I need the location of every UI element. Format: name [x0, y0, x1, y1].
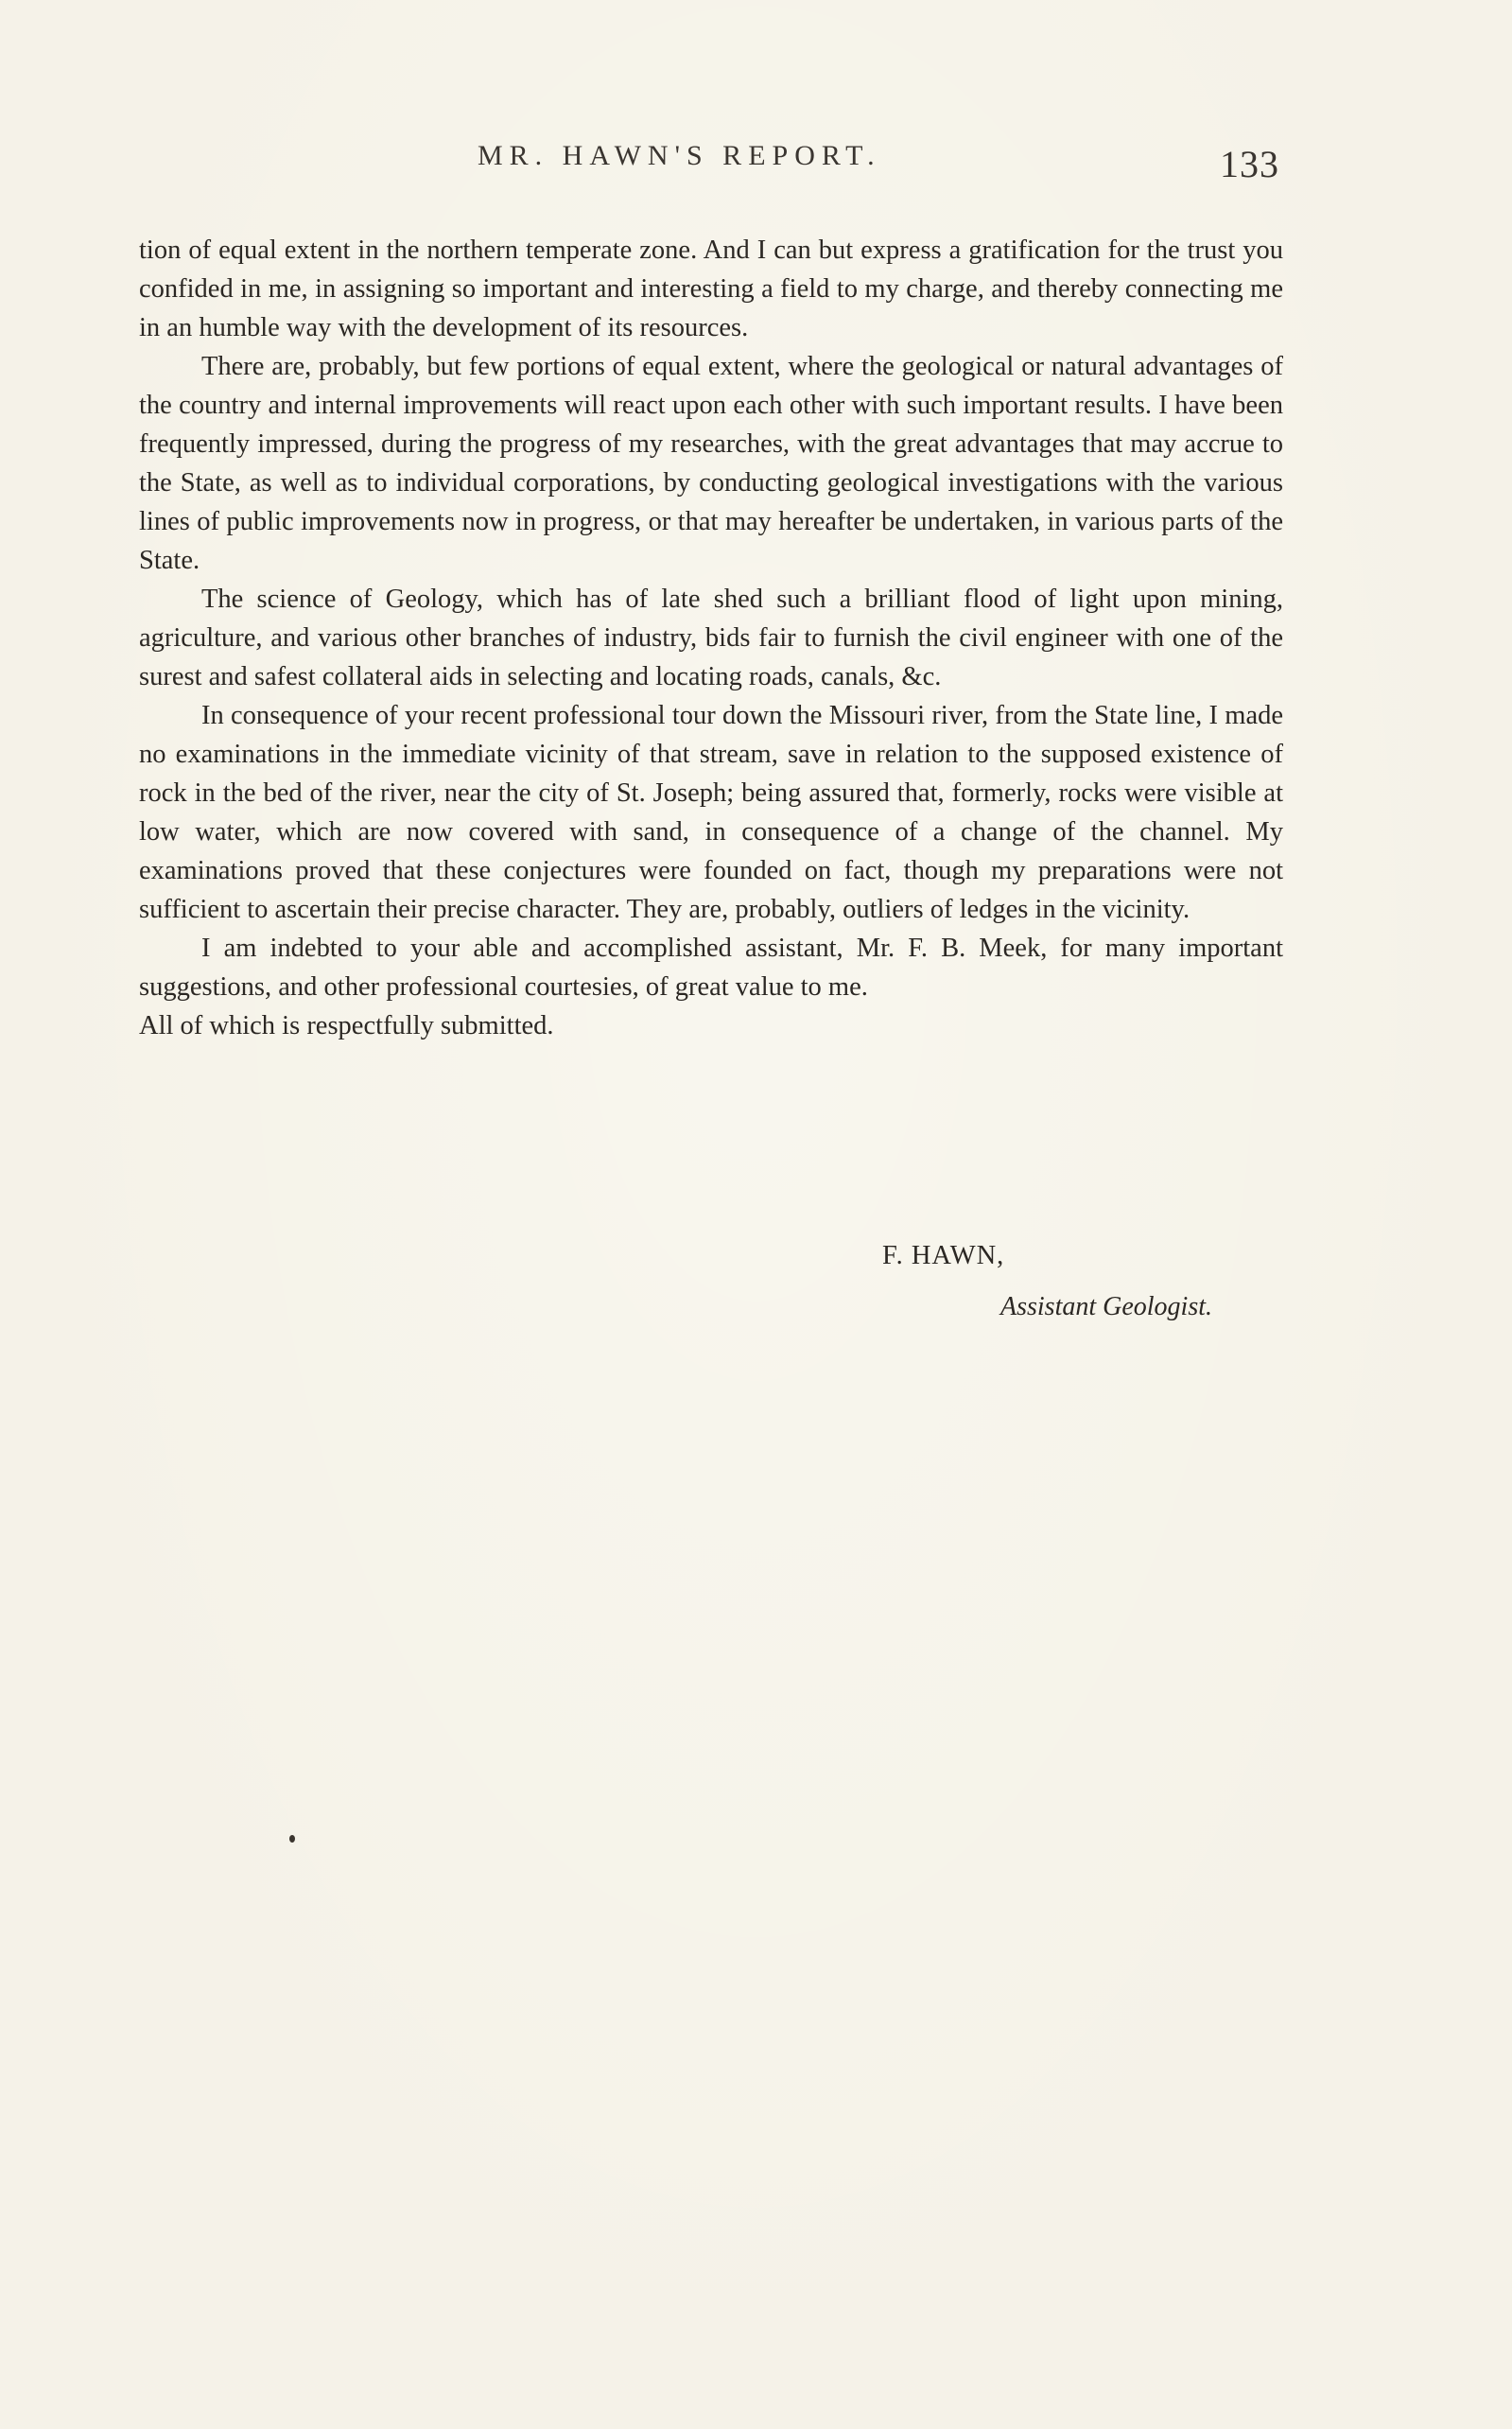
- ink-speck: [289, 1835, 295, 1843]
- paragraph-missouri-river: In consequence of your recent professional tour down the Missouri river, from the State line, I made no examinations in the immediate vicinity of that stream, save in relation to the supposed existence of rock in the bed of the river, near the city of St. Joseph; being assured that, formerly, rocks were visible at low water, which are now covered with sand, in consequence of a change of the channel. My examinations proved that these conjectures were founded on fact, though my preparations were not sufficient to ascertain their precise character. They are, probably, outliers of ledges in the vicinity.: [139, 701, 1283, 924]
- header-title: MR. HAWN'S REPORT.: [478, 140, 881, 171]
- paragraph-continuation: tion of equal extent in the northern temperate zone. And I can but express a gratification for the trust you confided in me, in assigning so important and interesting a field to my charge, and thereby connecting me in an humble way with the development of its resources.: [139, 236, 1283, 342]
- signature-name: F. HAWN,: [882, 1241, 1005, 1270]
- signature-title: Assistant Geologist.: [1000, 1292, 1213, 1321]
- running-head: [0, 140, 1512, 197]
- paragraph-science-of-geology: The science of Geology, which has of late shed such a brilliant flood of light upon mining, agriculture, and various other branches of industry, bids fair to furnish the civil engineer with one of the surest and safest collateral aids in selecting and locating roads, canals, &c.: [139, 585, 1283, 691]
- paragraph-acknowledgement: I am indebted to your able and accomplished assistant, Mr. F. B. Meek, for many important suggestions, and other professional courtesies, of great value to me.: [139, 934, 1283, 1002]
- closing-line: All of which is respectfully submitted.: [139, 1011, 554, 1040]
- page-number: 133: [1220, 143, 1279, 185]
- body-text: [139, 231, 1283, 1045]
- paragraph-geological-advantages: There are, probably, but few portions of equal extent, where the geological or natural advantages of the country and internal improvements will react upon each other with such important results. I have been frequently impressed, during the progress of my researches, with the great advantages that may accrue to the State, as well as to individual corporations, by conducting geological investigations with the various lines of public improvements now in progress, or that may hereafter be undertaken, in various parts of the State.: [139, 352, 1283, 575]
